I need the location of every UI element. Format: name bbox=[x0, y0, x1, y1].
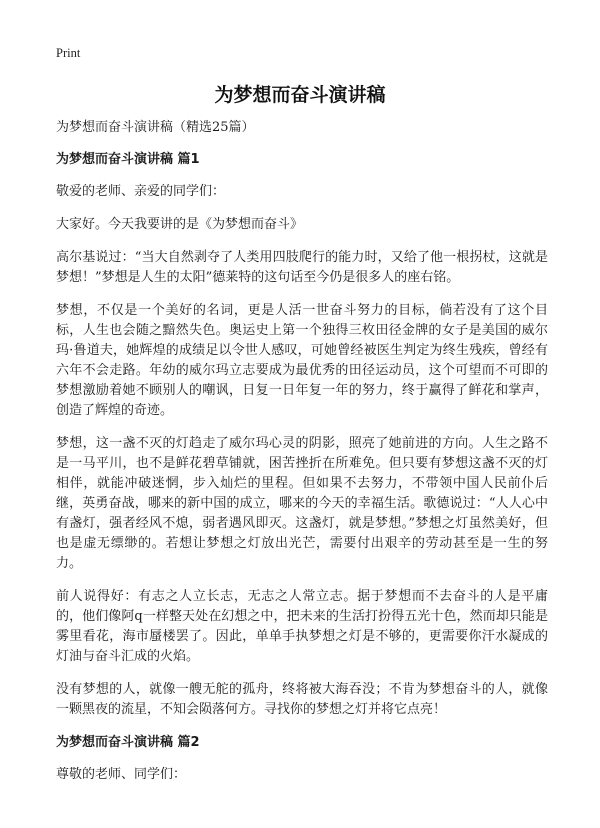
document-subtitle: 为梦想而奋斗演讲稿（精选25篇） bbox=[56, 120, 255, 135]
section-heading: 为梦想而奋斗演讲稿 篇1 bbox=[56, 152, 200, 167]
document-title: 为梦想而奋斗演讲稿 bbox=[214, 84, 386, 106]
greeting-paragraph: 尊敬的老师、同学们： bbox=[56, 767, 187, 782]
body-paragraph: 大家好。今天我要讲的是《为梦想而奋斗》 bbox=[56, 217, 304, 232]
section-heading: 为梦想而奋斗演讲稿 篇2 bbox=[56, 735, 200, 750]
body-paragraph: 没有梦想的人，就像一艘无舵的孤舟，终将被大海吞没；不肯为梦想奋斗的人，就像一颗黑夜的流星，不知会陨落何方。寻找你的梦想之灯并将它点亮！ bbox=[56, 682, 548, 717]
print-link[interactable]: Print bbox=[56, 46, 81, 60]
body-paragraph: 高尔基说过：“当大自然剥夺了人类用四肢爬行的能力时，又给了他一根拐杖，这就是梦想！”梦想是人生的太阳”德莱特的这句话至今仍是很多人的座右铭。 bbox=[56, 250, 548, 285]
body-paragraph: 梦想，不仅是一个美好的名词，更是人活一世奋斗努力的目标，倘若没有了这个目标，人生也会随之黯然失色。奥运史上第一个独得三枚田径金牌的女子是美国的威尔玛·鲁道夫，她辉煌的成绩足以令世人感叹，可她曾经被医生判定为终生残疾，曾经有六年不会走路。年幼的威尔玛立志要成为最优秀的田径运动员，这个可望而不可即的梦想激励着她不顾别人的嘲讽，日复一日年复一年的努力，终于赢得了鲜花和掌声，创造了辉煌的奇迹。 bbox=[56, 303, 548, 418]
body-paragraph: 前人说得好：有志之人立长志，无志之人常立志。据于梦想而不去奋斗的人是平庸的，他们像阿q一样整天处在幻想之中，把未来的生活打扮得五光十色，然而却只能是雾里看花，海市蜃楼罢了。因此，单单手执梦想之灯是不够的，更需要你汗水凝成的灯油与奋斗汇成的火焰。 bbox=[56, 589, 548, 664]
body-paragraph: 梦想，这一盏不灭的灯趋走了威尔玛心灵的阴影，照亮了她前进的方向。人生之路不是一马平川，也不是鲜花碧草铺就，困苦挫折在所难免。但只要有梦想这盏不灭的灯相伴，就能冲破迷惘，步入灿烂的里程。但如果不去努力，不带领中国人民前仆后继，英勇奋战，哪来的新中国的成立，哪来的今天的幸福生活。歌德说过：“人人心中有盏灯，强者经风不熄，弱者遇风即灭。这盏灯，就是梦想。”梦想之灯虽然美好，但也是虚无缥缈的。若想让梦想之灯放出光芒，需要付出艰辛的劳动甚至是一生的努力。 bbox=[56, 436, 548, 571]
document-body bbox=[56, 118, 548, 798]
greeting-paragraph: 敬爱的老师、亲爱的同学们： bbox=[56, 184, 226, 199]
